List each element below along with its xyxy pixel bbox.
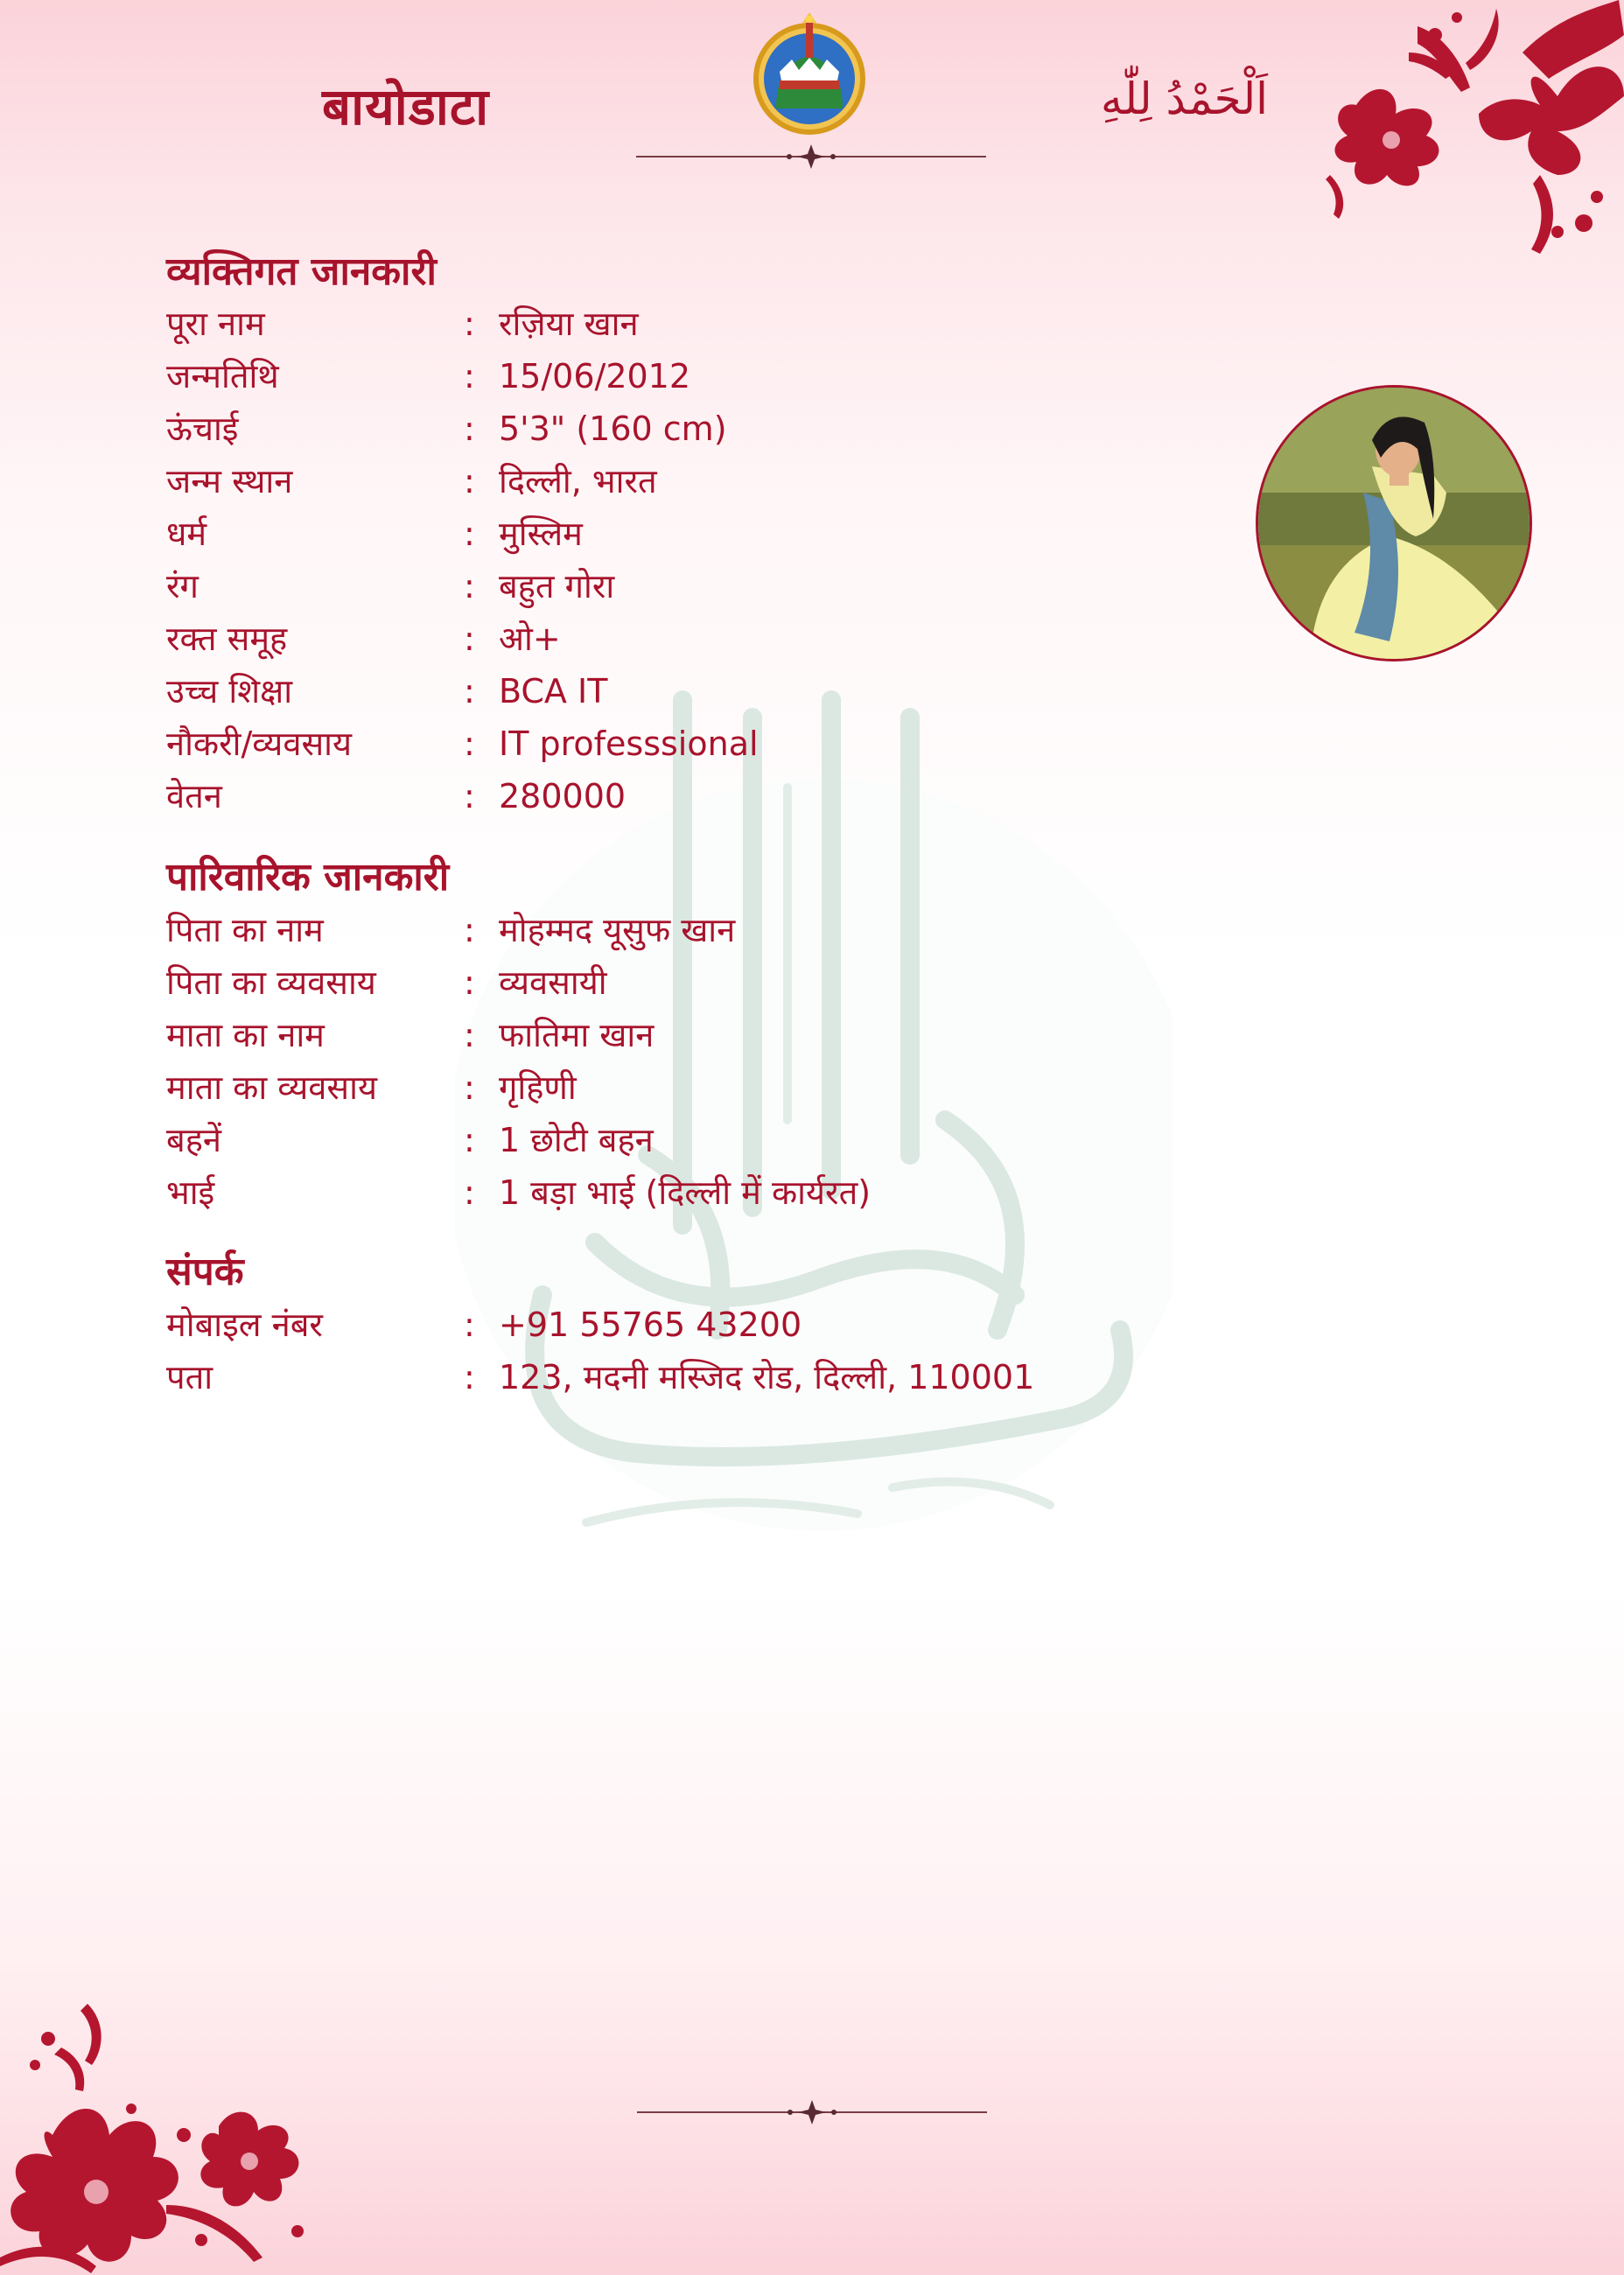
field-value: 280000 — [499, 777, 626, 816]
detail-row — [166, 1298, 1129, 1351]
field-label: पता — [166, 1358, 214, 1396]
field-label: भाई — [166, 1173, 215, 1212]
detail-row — [166, 1009, 1129, 1061]
separator: : — [464, 462, 475, 500]
separator: : — [464, 724, 475, 763]
mosque-dome-emblem-icon — [750, 10, 869, 138]
floral-ornament-bottom-left — [0, 2004, 332, 2275]
separator: : — [464, 1306, 475, 1344]
profile-photo-image — [1258, 388, 1530, 659]
separator: : — [464, 1173, 475, 1212]
separator: : — [464, 963, 475, 1002]
separator: : — [464, 1016, 475, 1054]
section-heading-contact: संपर्क — [166, 1250, 244, 1294]
field-label: बहनें — [166, 1121, 221, 1159]
section-heading-personal: व्यक्तिगत जानकारी — [166, 249, 437, 294]
field-value: दिल्ली, भारत — [499, 462, 657, 500]
detail-row — [166, 508, 1129, 560]
field-value: मुस्लिम — [499, 514, 583, 553]
field-label: ऊंचाई — [166, 410, 239, 448]
field-value: रज़िया खान — [499, 304, 639, 343]
separator: : — [464, 1121, 475, 1159]
field-label: रंग — [166, 567, 199, 606]
field-label: पिता का नाम — [166, 911, 324, 949]
detail-row — [166, 1351, 1129, 1404]
field-label: पिता का व्यवसाय — [166, 963, 376, 1002]
field-label: माता का नाम — [166, 1016, 325, 1054]
detail-row — [166, 718, 1129, 770]
divider-bottom — [637, 2100, 987, 2126]
field-value: 15/06/2012 — [499, 357, 691, 396]
field-label: नौकरी/व्यवसाय — [166, 724, 353, 763]
field-label: पूरा नाम — [166, 304, 265, 343]
detail-row — [166, 612, 1129, 665]
separator: : — [464, 777, 475, 816]
field-label: वेतन — [166, 777, 222, 816]
separator: : — [464, 304, 475, 343]
field-value: 5'3" (160 cm) — [499, 410, 727, 448]
separator: : — [464, 1068, 475, 1107]
field-value: गृहिणी — [499, 1068, 577, 1107]
field-label: जन्मतिथि — [166, 357, 279, 396]
detail-row — [166, 904, 1129, 956]
field-value: IT professsional — [499, 724, 759, 763]
separator: : — [464, 357, 475, 396]
separator: : — [464, 567, 475, 606]
detail-row — [166, 770, 1129, 822]
separator: : — [464, 514, 475, 553]
field-value: मोहम्मद यूसुफ खान — [499, 911, 736, 949]
detail-row — [166, 1061, 1129, 1114]
field-value: 1 बड़ा भाई (दिल्ली में कार्यरत) — [499, 1173, 872, 1212]
field-label: माता का व्यवसाय — [166, 1068, 377, 1107]
detail-row — [166, 956, 1129, 1009]
field-value: 123, मदनी मस्जिद रोड, दिल्ली, 110001 — [499, 1358, 1035, 1396]
detail-row — [166, 1114, 1129, 1166]
detail-row — [166, 560, 1129, 612]
divider-top — [636, 144, 986, 171]
separator: : — [464, 911, 475, 949]
field-value: 1 छोटी बहन — [499, 1121, 654, 1159]
field-label: उच्च शिक्षा — [166, 672, 293, 710]
detail-row — [166, 665, 1129, 718]
field-value: फातिमा खान — [499, 1016, 654, 1054]
profile-photo — [1256, 385, 1532, 662]
field-value: बहुत गोरा — [499, 567, 615, 606]
detail-row — [166, 350, 1129, 402]
floral-ornament-top-right — [1295, 0, 1624, 262]
field-label: मोबाइल नंबर — [166, 1306, 323, 1344]
field-value: ओ+ — [499, 620, 561, 658]
detail-row — [166, 455, 1129, 508]
field-value: BCA IT — [499, 672, 608, 710]
alhamdulillah-greeting: اَلْحَمْدُ لِلّٰهِ — [1101, 74, 1269, 124]
field-value: व्यवसायी — [499, 963, 607, 1002]
detail-row — [166, 1166, 1129, 1219]
separator: : — [464, 672, 475, 710]
detail-row — [166, 298, 1129, 350]
page-title: बायोडाटा — [322, 77, 490, 136]
field-label: जन्म स्थान — [166, 462, 293, 500]
field-label: रक्त समूह — [166, 620, 288, 658]
separator: : — [464, 620, 475, 658]
detail-row — [166, 402, 1129, 455]
separator: : — [464, 410, 475, 448]
section-heading-family: पारिवारिक जानकारी — [166, 855, 450, 900]
field-value: +91 55765 43200 — [499, 1306, 802, 1344]
field-label: धर्म — [166, 514, 207, 553]
separator: : — [464, 1358, 475, 1396]
